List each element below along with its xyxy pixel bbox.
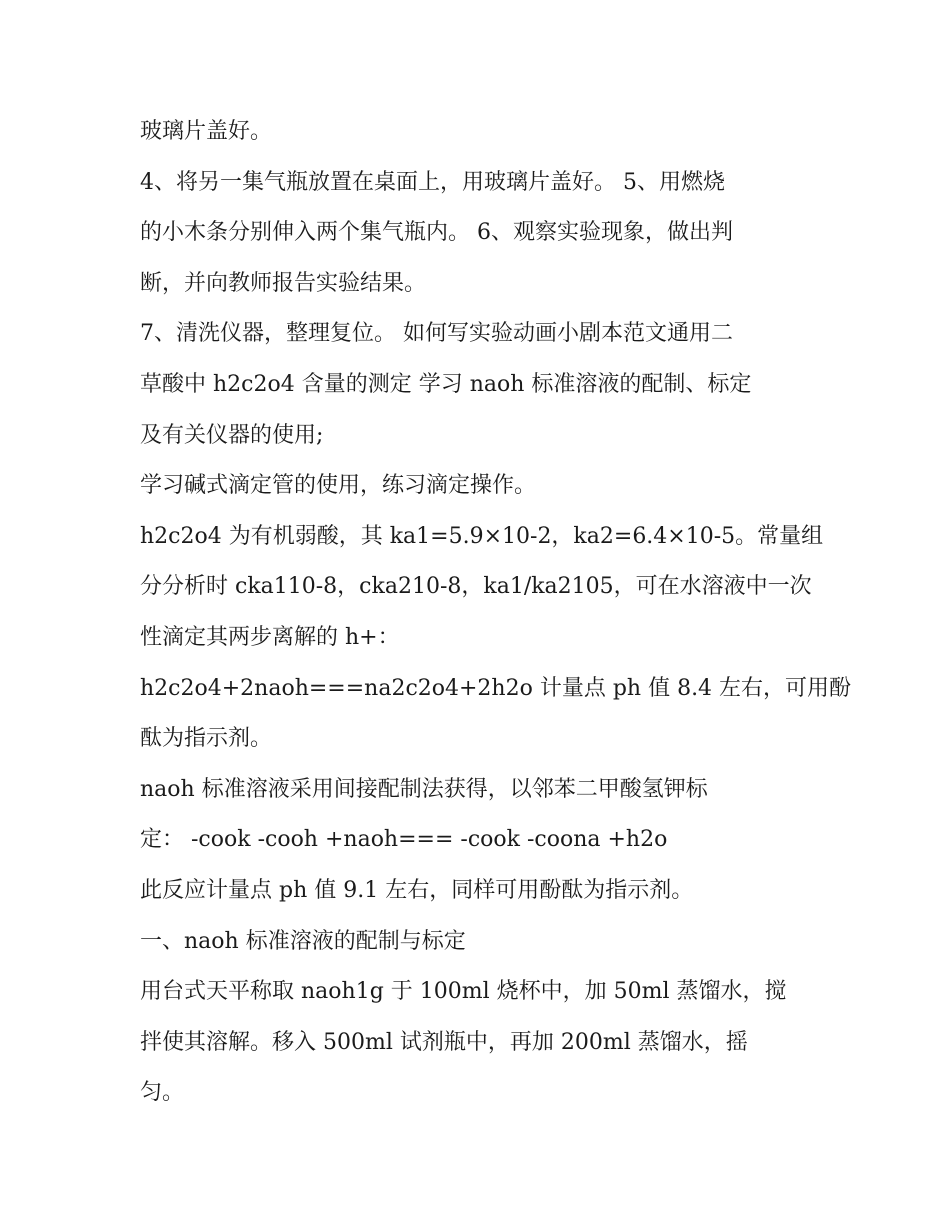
- text-line: naoh 标准溶液采用间接配制法获得，以邻苯二甲酸氢钾标: [140, 776, 708, 802]
- document-body: [140, 107, 852, 1119]
- text-line: 的小木条分别伸入两个集气瓶内。 6、观察实验现象，做出判: [140, 220, 733, 246]
- text-line: 酞为指示剂。: [140, 726, 273, 752]
- text-line: 匀。: [140, 1080, 185, 1106]
- text-line: h2c2o4 为有机弱酸，其 ka1=5.9×10-2，ka2=6.4×10-5。常量组: [140, 523, 824, 549]
- text-line: 4、将另一集气瓶放置在桌面上，用玻璃片盖好。 5、用燃烧: [140, 169, 725, 195]
- text-line: 用台式天平称取 naoh1g 于 100ml 烧杯中，加 50ml 蒸馏水，搅: [140, 979, 787, 1005]
- text-line: 此反应计量点 ph 值 9.1 左右，同样可用酚酞为指示剂。: [140, 877, 694, 903]
- text-line: 一、naoh 标准溶液的配制与标定: [140, 928, 466, 954]
- text-line: 分分析时 cka110-8，cka210-8，ka1/ka2105，可在水溶液中一次: [140, 574, 812, 600]
- text-line: 拌使其溶解。移入 500ml 试剂瓶中，再加 200ml 蒸馏水，摇: [140, 1029, 748, 1055]
- text-line: 7、清洗仪器，整理复位。 如何写实验动画小剧本范文通用二: [140, 321, 733, 347]
- text-line: 性滴定其两步离解的 h+：: [140, 624, 400, 650]
- text-line: 玻璃片盖好。: [140, 119, 273, 144]
- text-line: 定： -cook -cooh +naoh=== -cook -coona +h2o: [140, 827, 668, 853]
- text-line: 学习碱式滴定管的使用，练习滴定操作。: [140, 473, 537, 499]
- text-line: 及有关仪器的使用;: [140, 422, 324, 448]
- text-line: h2c2o4+2naoh===na2c2o4+2h2o 计量点 ph 值 8.4 左右，可用酚: [140, 675, 852, 701]
- text-line: 草酸中 h2c2o4 含量的测定 学习 naoh 标准溶液的配制、标定: [140, 371, 752, 397]
- text-line: 断，并向教师报告实验结果。: [140, 270, 427, 296]
